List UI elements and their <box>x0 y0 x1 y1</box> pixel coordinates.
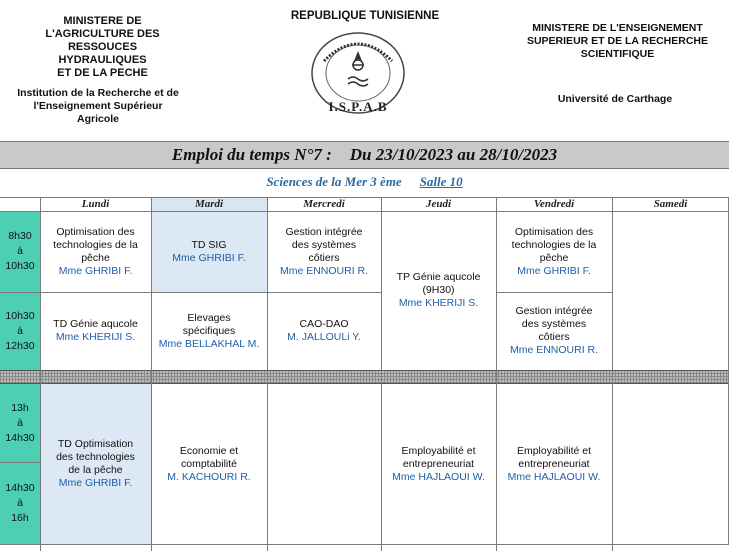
schedule-period: Du 23/10/2023 au 28/10/2023 <box>349 145 558 164</box>
session-vendredi-afternoon: Employabilité et entrepreneuriat Mme HAJLAOUI W. <box>507 444 601 483</box>
grid-line <box>0 197 729 198</box>
teacher-name: Mme BELLAKHAL M. <box>158 337 260 350</box>
class-program: Sciences de la Mer 3 ème <box>266 174 402 189</box>
ministry-left-line: L'AGRICULTURE DES <box>45 28 160 40</box>
grid-line <box>0 211 729 212</box>
session-mercredi-slot1: Gestion intégrée des systèmes côtiers Mme ENNOURI R. <box>279 225 369 277</box>
day-header-vendredi: Vendredi <box>533 198 575 210</box>
day-header-mercredi: Mercredi <box>303 198 345 210</box>
teacher-name: Mme GHRIBI F. <box>517 264 591 277</box>
institution-header <box>8 87 188 126</box>
ispab-logo <box>308 31 408 117</box>
institution-line: Agricole <box>76 113 119 125</box>
university-header: Université de Carthage <box>557 93 673 105</box>
ministry-right-line: SCIENTIFIQUE <box>580 48 655 60</box>
session-mardi-slot1: TD SIG Mme GHRIBI F. <box>151 211 267 292</box>
teacher-name: Mme ENNOURI R. <box>279 264 369 277</box>
teacher-name: Mme GHRIBI F. <box>172 251 246 264</box>
grid-line <box>0 544 729 545</box>
session-jeudi-morning: TP Génie aqucole (9H30) Mme KHERIJI S. <box>396 271 481 309</box>
time-slot-3: 13h à 14h30 <box>0 384 40 462</box>
grid-line <box>40 197 41 544</box>
class-info <box>0 174 729 192</box>
institution-line: Institution de la Recherche et de <box>17 87 179 99</box>
grid-line <box>612 197 613 544</box>
institution-line: l'Enseignement Supérieur <box>33 100 163 112</box>
grid-line <box>496 197 497 544</box>
grid-line <box>0 292 381 293</box>
session-vendredi-slot2: Gestion intégrée des systèmes côtiers Mme ENNOURI R. <box>509 305 599 356</box>
day-header-samedi: Samedi <box>653 198 688 210</box>
grid-line <box>40 544 41 551</box>
session-lundi-slot2: TD Génie aqucole Mme KHERIJI S. <box>53 318 138 343</box>
session-lundi-slot1: Optimisation des technologies de la pêche Mme GHRIBI F. <box>53 225 138 277</box>
teacher-name: M. KACHOURI R. <box>167 470 251 483</box>
teacher-name: Mme HAJLAOUI W. <box>507 470 601 483</box>
grid-line <box>381 197 382 544</box>
ministry-right-line: MINISTERE DE L'ENSEIGNEMENT <box>532 22 703 34</box>
teacher-name: Mme KHERIJI S. <box>398 297 479 309</box>
teacher-name: Mme KHERIJI S. <box>55 331 136 343</box>
session-lundi-afternoon: TD Optimisation des technologies de la pêche Mme GHRIBI F. <box>40 384 151 544</box>
grid-line <box>496 544 497 551</box>
lunch-break-band <box>0 370 729 384</box>
time-slot-2: 10h30 à 12h30 <box>0 292 40 370</box>
grid-line <box>381 544 382 551</box>
session-vendredi-slot1: Optimisation des technologies de la pêche Mme GHRIBI F. <box>511 225 597 277</box>
session-jeudi-afternoon: Employabilité et entrepreneuriat Mme HAJLAOUI W. <box>392 444 485 483</box>
schedule-title-bar <box>0 141 729 169</box>
grid-line <box>267 544 268 551</box>
time-slot-1: 8h30 à 10h30 <box>0 211 40 292</box>
session-mercredi-slot2: CAO-DAO M. JALLOULi Y. <box>287 318 361 343</box>
grid-line <box>267 197 268 544</box>
day-header-mardi: Mardi <box>151 197 267 211</box>
ministry-left-line: ET DE LA PECHE <box>57 67 148 79</box>
schedule-title: Emploi du temps N°7 : <box>171 145 332 164</box>
logo-text: I.S.P.A.B <box>328 99 388 114</box>
ministry-higher-education-header <box>510 22 725 61</box>
grid-line <box>151 544 152 551</box>
ministry-agriculture-header <box>30 15 175 80</box>
day-header-lundi: Lundi <box>81 198 110 210</box>
grid-line <box>0 462 40 463</box>
teacher-name: Mme GHRIBI F. <box>58 264 133 277</box>
republic-header: REPUBLIQUE TUNISIENNE <box>290 10 440 22</box>
ministry-left-line: RESSOUCES HYDRAULIQUES <box>58 41 147 66</box>
day-header-jeudi: Jeudi <box>425 198 452 210</box>
grid-line <box>612 544 613 551</box>
ministry-left-line: MINISTERE DE <box>63 15 142 27</box>
session-mardi-afternoon: Economie et comptabilité M. KACHOURI R. <box>167 444 251 483</box>
teacher-name: Mme GHRIBI F. <box>58 477 133 489</box>
grid-line <box>496 292 612 293</box>
ministry-right-line: SUPERIEUR ET DE LA RECHERCHE <box>526 35 709 47</box>
time-slot-4: 14h30 à 16h <box>0 462 40 544</box>
teacher-name: Mme ENNOURI R. <box>509 344 599 356</box>
grid-line <box>728 197 729 544</box>
classroom: Salle 10 <box>419 174 463 189</box>
grid-line <box>151 197 152 544</box>
teacher-name: Mme HAJLAOUI W. <box>392 470 485 483</box>
session-mardi-slot2: Elevages spécifiques Mme BELLAKHAL M. <box>158 311 260 350</box>
teacher-name: M. JALLOULi Y. <box>287 331 361 343</box>
